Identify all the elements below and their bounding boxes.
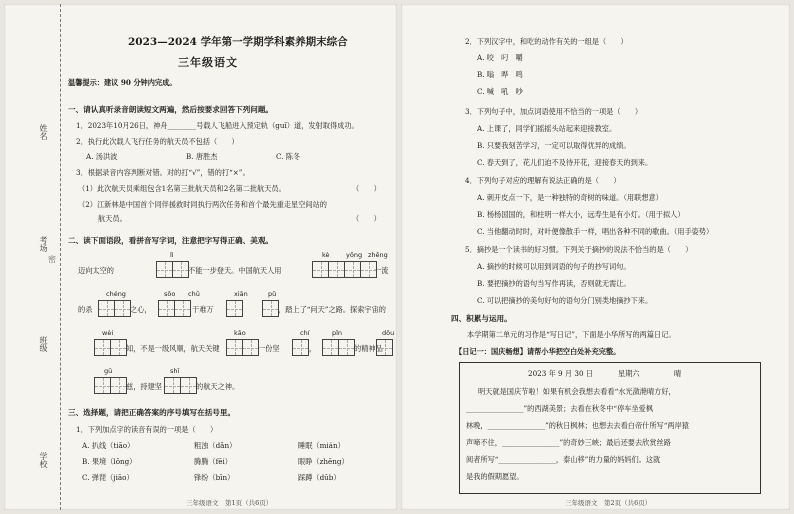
s1-q3-1-paren: （ ）	[352, 184, 381, 193]
binding-margin	[4, 4, 61, 510]
diary-line-4[interactable]: 声啼不住，________________”的奇妙三峡；最后还要去欣赏丝路	[466, 438, 671, 447]
writing-grid-shi[interactable]	[164, 377, 197, 394]
writing-grid-dou[interactable]	[376, 339, 393, 356]
exam-tip: 温馨提示：建议 90 分钟内完成。	[68, 78, 177, 87]
pinyin-dou: dōu	[382, 329, 395, 337]
s1-q1: 1．2023年10月26日，神舟________号载人飞船进入预定轨（guǐ）道，发射取得成功。	[76, 121, 359, 130]
s1-q3-2: （2）江新林是中国首个同伴援救时同执行两次任务和首个最先重走星空间站的	[78, 200, 327, 209]
s1-q2-option-a: A. 汤洪波	[86, 152, 118, 161]
q5: 5．摘抄是一个读书的好习惯。下列关于摘抄的说法不恰当的是（ ）	[465, 245, 693, 254]
exam-page-1	[4, 4, 397, 510]
writing-grid-cheng[interactable]	[98, 300, 131, 317]
s1-q3-2b: 航天员。	[98, 214, 127, 223]
q3-option-a: A. 上课了，同学们摇摇头站起来迎接教室。	[477, 124, 617, 133]
exam-page-2	[401, 4, 790, 510]
binding-label-class: 班级	[39, 336, 48, 352]
q5-option-c: C. 可以把摘抄的美句好句的语句分门别类地摘抄下来。	[477, 296, 653, 305]
diary-weekday: 星期六	[618, 369, 640, 378]
s3-q1: 1．下列加点字的读音有误的一项是（ ）	[76, 425, 218, 434]
pinyin-chi: chí	[300, 329, 310, 337]
s1-q3: 3．根据录音内容判断对错。对的打“√”，错的打“×”。	[76, 168, 250, 177]
binding-label-name: 姓名	[39, 124, 48, 140]
s2-row2-text-d: ，踏上了“问天”之路。探索宇宙的	[278, 305, 386, 314]
s3-q1-a3: 睡眠（mián）	[298, 441, 345, 450]
q5-option-b: B. 要把摘抄的语句当写作再读，否则就无需让。	[477, 279, 631, 288]
s3-q1-b2: 腾腾（fēi）	[194, 457, 232, 466]
q3-option-b: B. 只要我刻苦学习，一定可以取得优异的成绩。	[477, 141, 631, 150]
q3: 3．下列句子中，加点词语使用不恰当的一项是（ ）	[465, 107, 643, 116]
q4-option-c: C. 当他翻动时时，对叶便像散手一样，唱出各种不同的歌曲。（用手姿势）	[477, 227, 714, 236]
s2-row2-text-b: 之心，	[130, 305, 152, 314]
s1-q3-1: （1）此次航天员乘组包含1名第三批航天员和2名第二批航天员。	[78, 184, 286, 193]
diary-line-2[interactable]: ________________”的西湖美景；去看在秋冬中“停车坐爱枫	[466, 404, 654, 413]
q5-option-a: A. 摘抄的时候可以用到词语的句子的抄写词句。	[477, 262, 631, 271]
section-4-intro: 本学期第二单元的习作是“写日记”，下面是小华所写的两篇日记。	[467, 330, 676, 339]
pinyin-kao: kāo	[234, 329, 246, 337]
section-3-heading: 三、选择题，请把正确答案的序号填写在括号里。	[68, 408, 236, 417]
s2-row4-text-b: 兹，持建坚	[126, 382, 162, 391]
exam-subtitle: 三年级语文	[178, 56, 238, 69]
s3-q1-b1: B. 果境（lǒng）	[82, 457, 137, 466]
diary-date: 2023 年 9 月 30 日	[528, 369, 593, 378]
pinyin-pu: pǔ	[268, 290, 277, 298]
pinyin-shi: shī	[170, 367, 180, 375]
s1-q2-option-b: B. 唐胜杰	[186, 152, 218, 161]
writing-grid-li[interactable]	[156, 261, 189, 278]
s1-q2-option-c: C. 陈冬	[276, 152, 301, 161]
diary-line-3[interactable]: 林晚，________________”的秋日枫林；也想去去看白帝什所写“两岸猿	[466, 421, 689, 430]
pinyin-yong: yōng	[346, 251, 363, 259]
s2-row3-text-c: ，	[309, 344, 317, 353]
exam-title: 2023—2024 学年第一学期学科素养期末综合	[128, 36, 348, 48]
pinyin-zheng: zhēng	[368, 251, 388, 259]
pinyin-pin: pǐn	[332, 329, 343, 337]
q4-option-b: B. 杨杨国国的，和柱明一样大小，远寿生是有小灯。（用于拟人）	[477, 210, 685, 219]
diary-weather: 晴	[674, 369, 682, 378]
diary-line-6: 是我的假期愿望。	[466, 472, 524, 481]
pinyin-chu: chū	[188, 290, 200, 298]
pinyin-gu: gū	[104, 367, 113, 375]
s2-row2-text-a: 的杀	[78, 305, 93, 314]
s2-row1-text-b: 不能一步登天。中国航天人用	[188, 266, 282, 275]
section-4-heading: 四、积累与运用。	[451, 314, 512, 323]
section-1-heading: 一、请认真听录音朗读短文两遍，然后按要求回答下列问题。	[68, 105, 274, 114]
q2: 2．下列汉字中，和吃的动作有关的一组是（ ）	[465, 37, 628, 46]
q2-option-a: A. 咬 叼 嚼	[477, 53, 523, 62]
writing-grid-gu[interactable]	[94, 377, 127, 394]
s3-q1-c2: 锋纷（bīn）	[194, 473, 235, 482]
pinyin-cheng: chéng	[106, 290, 126, 298]
s3-q1-a2: 粗浊（dǎn）	[194, 441, 237, 450]
writing-grid-sao-chu[interactable]	[158, 300, 191, 317]
page-2-footer: 三年级语文 第2页（共6页）	[565, 499, 652, 507]
s3-q1-c1: C. 弹琵（jiāo）	[82, 473, 134, 482]
binding-label-school: 学校	[39, 452, 48, 468]
diary-line-1: 明天就是国庆节啦！如果有机会我想去看看“水光潋滟晴方好，	[478, 387, 676, 396]
seal-mark: 密	[48, 255, 56, 264]
q4: 4．下列句子对应的理解有说法正确的是（ ）	[465, 176, 621, 185]
s2-row3-text-a: 知，不是一级风顺，航天关键	[126, 344, 220, 353]
s2-row3-text-d: 的精神品	[354, 344, 383, 353]
s3-q1-a1: A. 扒线（tiāo）	[82, 441, 135, 450]
s1-q2: 2．执行此次载人飞行任务的航天员不包括（ ）	[76, 137, 239, 146]
s3-q1-c3: 踩蹲（dūb）	[298, 473, 341, 482]
q2-option-b: B. 嗡 哗 鸣	[477, 70, 523, 79]
s2-row3-text-b: 一份坚	[258, 344, 280, 353]
diary-label: 【日记一：国庆畅想】请帮小华把空白处补充完整。	[455, 347, 621, 356]
writing-grid-pu[interactable]	[262, 300, 279, 317]
section-2-heading: 二、读下面语段，看拼音写字词，注意把字写得正确、美观。	[68, 236, 274, 245]
s1-q3-2-paren: （ ）	[352, 214, 381, 223]
s2-row2-text-c: 干难万	[192, 305, 214, 314]
s2-row1-text-a: 迈向太空的	[78, 266, 114, 275]
pinyin-ke: kè	[322, 251, 330, 259]
s2-row4-text-c: 的航天之神。	[196, 382, 240, 391]
q4-option-a: A. 刺开皮点一下，是一种独特的奇树的味道。（用联想意）	[477, 193, 663, 202]
s3-q1-b3: 眼睁（zhēng）	[298, 457, 349, 466]
writing-grid-ke-yong-zheng[interactable]	[312, 261, 377, 278]
q3-option-c: C. 春天到了，花儿们迫不及待开花，迎接春天的到来。	[477, 158, 653, 167]
pinyin-sao: sōo	[164, 290, 176, 298]
q2-option-c: C. 喊 吼 吵	[477, 87, 523, 96]
writing-grid-pin[interactable]	[322, 339, 355, 356]
writing-grid-kao[interactable]	[226, 339, 259, 356]
s2-row1-text-c: 一流	[374, 266, 389, 275]
diary-box	[459, 362, 761, 494]
binding-label-room: 考场	[39, 236, 48, 252]
diary-line-5[interactable]: 阅者所写“________________，泰山移”的力量的妈妈们。这就	[466, 455, 661, 464]
writing-grid-chi[interactable]	[292, 339, 309, 356]
pinyin-li: lì	[170, 251, 174, 259]
pinyin-xian: xiān	[234, 290, 248, 298]
pinyin-wei: wèi	[102, 329, 114, 337]
writing-grid-xian[interactable]	[226, 300, 243, 317]
writing-grid-wei[interactable]	[94, 339, 127, 356]
page-1-footer: 三年级语文 第1页（共6页）	[186, 499, 273, 507]
